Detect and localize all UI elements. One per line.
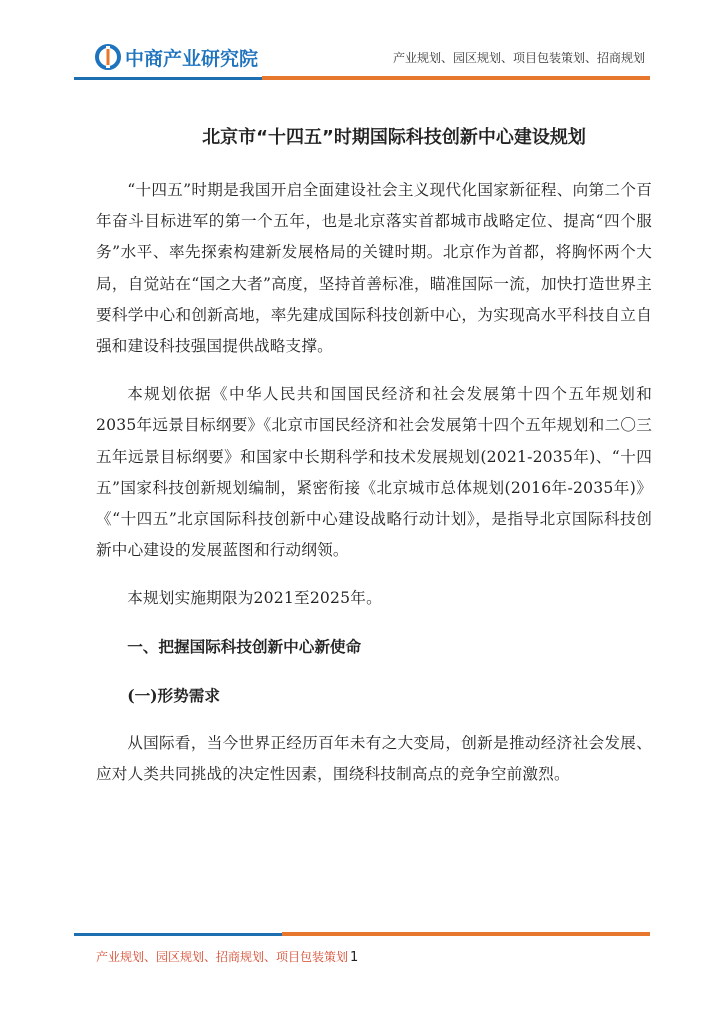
document-body (96, 118, 652, 790)
document-title: 北京市“十四五”时期国际科技创新中心建设规划 (202, 127, 586, 148)
logo-text: 中商产业研究院 (125, 47, 259, 70)
header-rule-blue (74, 77, 262, 80)
footer-text: 产业规划、园区规划、招商规划、项目包装策划 (96, 950, 349, 964)
logo-mark-icon (95, 44, 121, 70)
footer-rule-orange (282, 932, 650, 936)
page-number: 1 (350, 950, 359, 965)
footer-rule-blue (74, 933, 282, 936)
header-tagline: 产业规划、园区规划、项目包装策划、招商规划 (392, 51, 645, 65)
header-rule-orange (262, 76, 650, 80)
paragraph-intro: “十四五”时期是我国开启全面建设社会主义现代化国家新征程、向第二个百年奋斗目标进军的第一个五年，也是北京落实首都城市战略定位、提高“四个服务”水平、率先探索构建新发展格局的关键时期。北京作为首都，将胸怀两个大局，自觉站在“国之大者”高度，坚持首善标准，瞄准国际一流，加快打造世界主要科学中心和创新高地，率先建成国际科技创新中心，为实现高水平科技自立自强和建设科技强国提供战略支撑。 (96, 181, 652, 356)
paragraph-period: 本规划实施期限为2021至2025年。 (127, 589, 382, 608)
paragraph-basis: 本规划依据《中华人民共和国国民经济和社会发展第十四个五年规划和2035年远景目标纲要》《北京市国民经济和社会发展第十四个五年规划和二〇三五年远景目标纲要》和国家中长期科学和技术发展规划(2021-2035年)、“十四五”国家科技创新规划编制，紧密衔接《北京城市总体规划(2016年-2035年)》《“十四五”北京国际科技创新中心建设战略行动计划》，是指导北京国际科技创新中心建设的发展蓝图和行动纲领。 (96, 385, 652, 560)
section-heading: 一、把握国际科技创新中心新使命 (127, 637, 362, 656)
brand-logo (95, 42, 258, 72)
page-footer (96, 948, 358, 965)
paragraph-international: 从国际看，当今世界正经历百年未有之大变局，创新是推动经济社会发展、应对人类共同挑战的决定性因素，围绕科技制高点的竞争空前激烈。 (96, 734, 652, 784)
page-header (0, 0, 724, 82)
subsection-heading: (一)形势需求 (127, 685, 220, 705)
